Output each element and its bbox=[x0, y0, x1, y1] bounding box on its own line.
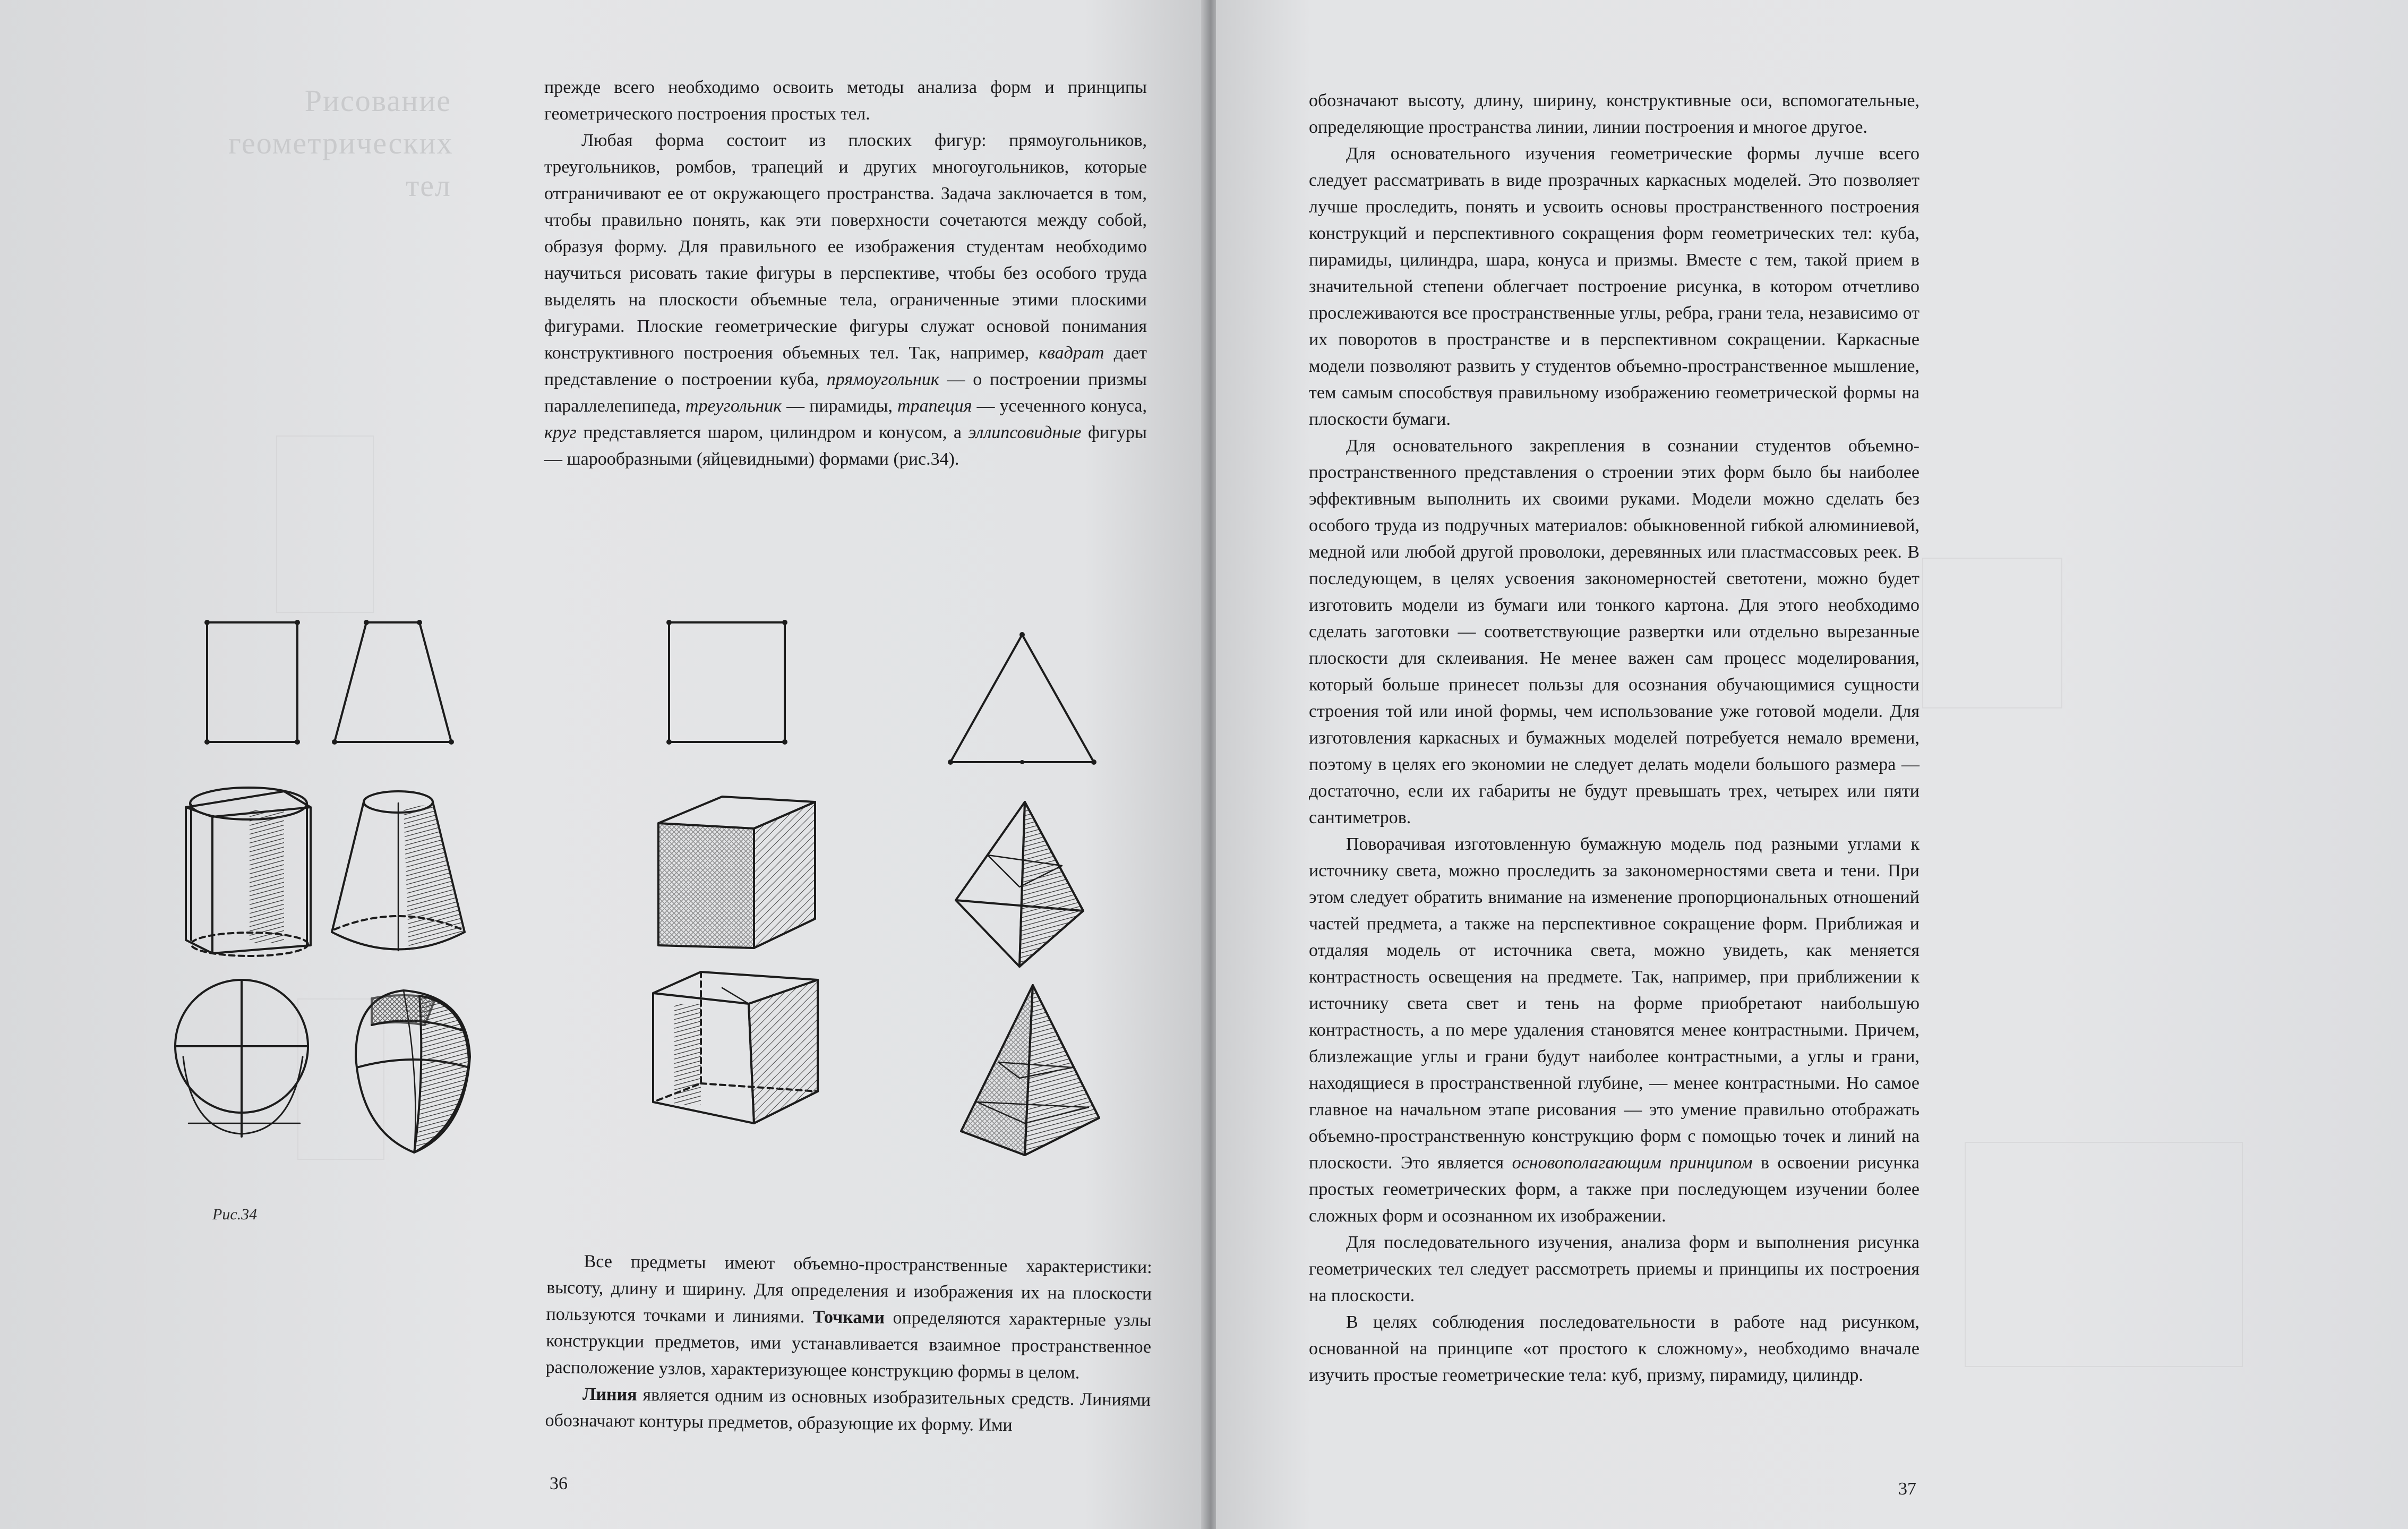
cylinder-in-prism bbox=[186, 788, 311, 956]
shaded-pyramid bbox=[961, 985, 1099, 1155]
paragraph: обозначают высоту, длину, ширину, конструктивные оси, вспомогательные, определяющие пространства линии, линии построения и многое другое. bbox=[1309, 91, 1919, 137]
ghost-figure-show-through bbox=[276, 435, 374, 613]
right-text bbox=[1309, 88, 1919, 1389]
pyramid-shape bbox=[956, 802, 1083, 967]
paragraph: прежде всего необходимо освоить методы анализа форм и принципы геометрического построения простых тел. bbox=[544, 78, 1147, 124]
right-page bbox=[1216, 0, 2408, 1529]
figure-caption: Рис.34 bbox=[212, 1206, 258, 1223]
ghost-title-show-through: Рисование геометрических тел bbox=[228, 83, 453, 203]
page-number-right: 37 bbox=[1898, 1479, 1916, 1499]
paragraph: Для основательного изучения геометрические формы лучше всего следует рассматривать в виде прозрачных каркасных моделей. Это позволяет лучше проследить, понять и усвоить основы пространственного построения конструкций и перспективного сокращения форм геометрических тел: куба, пирамиды, цилиндра, шара, конуса и призмы. Вместе с тем, такой прием в значительной степени облегчает построение рисунка, в котором отчетливо прослеживаются все пространственные углы, ребра, грани тела, независимо от их поворотов в пространстве и в перспективном сокращении. Каркасные модели позволяют развить у студентов объемно-пространственное мышление, тем самым способствуя правильному изображению геометрической формы на плоскости бумаги. bbox=[1309, 144, 1919, 429]
left-bottom-text bbox=[545, 1248, 1152, 1440]
paragraph: Для основательного закрепления в сознании студентов объемно-пространственного представления о строении этих форм было бы наиболее эффективным выполнить их своими руками. Модели можно сделать без особого труда из подручных материалов: обыкновенной гибкой алюминиевой, медной или любой другой проволоки, деревянных или пластмассовых реек. В последующем, в целях усвоения закономерностей светотени, можно будет изготовить модели из бумаги или тонкого картона. Для этого необходимо сделать заготовки — соответствующие развертки или отдельно вырезанные плоскости для склеивания. Не менее важен сам процесс моделирования, который больше принесет пользы для осознания обучающимися сущности строения той или иной формы, чем использование уже готовой модели. Для изготовления каркасных и бумажных моделей потребуется немало времени, поэтому в целях его экономии не следует делать модели большого размера — достаточно, если их габариты не будут превышать трех, четырех или пяти сантиметров. bbox=[1309, 436, 1919, 827]
structured-cube bbox=[653, 972, 818, 1123]
paragraph: Любая форма состоит из плоских фигур: прямоугольников, треугольников, ромбов, трапеций и других многоугольников, которые отграничивают ее от окружающего пространства. Задача заключается в том, чтобы правильно понять, как эти поверхности сочетаются между собой, образуя форму. Для правильного ее изображения студентам необходимо научиться рисовать такие фигуры в перспективе, чтобы без особого труда выделять на плоскости объемные тела, ограниченные этими плоскими фигурами. Плоские геометрические фигуры служат основой понимания конструктивного построения объемных тел. Так, например, квадрат дает представление о построении куба, прямоугольник — о построении призмы параллелепипеда, треугольник — пирамиды, трапеция — усеченного конуса, круг представляется шаром, цилиндром и конусом, а эллипсовидные фигуры — шарообразными (яйцевидными) формами (рис.34). bbox=[544, 131, 1147, 469]
frustum-shape bbox=[332, 791, 465, 951]
paragraph: Линия является одним из основных изобразительных средств. Линиями обозначают контуры предметов, образующие их форму. Ими bbox=[545, 1384, 1151, 1436]
page-number-left: 36 bbox=[550, 1474, 568, 1493]
rectangle-shape bbox=[207, 622, 297, 742]
figure-34-svg bbox=[170, 600, 1142, 1184]
paragraph: Поворачивая изготовленную бумажную модель под разными углами к источнику света, можно проследить за закономерностями света и тени. При этом следует обратить внимание на изменение пропорциональных отношений частей предмета, а также на перспективное сокращение форм. Приближая и отдаляя модель от источника света, можно увидеть, как меняется контрастность освещения на предмете. Так, например, при приближении к источнику света свет и тень на форме приобретают наибольшую контрастность, а по мере удаления становятся менее контрастными. Причем, близлежащие углы и грани будут наиболее контрастными, а углы и грани, находящиеся в пространственной глубине, — менее контрастными. Но самое главное на начальном этапе рисования — это умение правильно отображать объемно-пространственную конструкцию форм с помощью точек и линий на плоскости. Это является основополагающим принципом в освоении рисунка простых геометрических форм, а также при последующем изучении более сложных форм и осознанном их изображении. bbox=[1309, 834, 1919, 1226]
sphere-construction bbox=[175, 980, 308, 1137]
shaded-cube bbox=[658, 797, 815, 948]
ghost-figure-show-through bbox=[1965, 1142, 2243, 1367]
ghost-figure-show-through bbox=[1922, 558, 2062, 708]
egg-shape bbox=[356, 990, 470, 1152]
figure-34-drawings bbox=[170, 600, 1142, 1184]
triangle-shape bbox=[950, 635, 1094, 762]
paragraph: Для последовательного изучения, анализа форм и выполнения рисунка геометрических тел следует рассмотреть приемы и принципы их построения на плоскости. bbox=[1309, 1233, 1919, 1305]
paragraph: В целях соблюдения последовательности в работе над рисунком, основанной на принципе «от простого к сложному», необходимо вначале изучить простые геометрические тела: куб, призму, пирамиду, цилиндр. bbox=[1309, 1312, 1919, 1385]
trapezoid-shape bbox=[335, 622, 451, 742]
square-shape bbox=[669, 622, 785, 742]
left-top-text bbox=[544, 74, 1147, 473]
paragraph: Все предметы имеют объемно-пространственные характеристики: высоту, длину и ширину. Для определения и изображения их на плоскости пользуются точками и линиями. Точками определяются характерные узлы конструкции предметов, ими устанавливается взаимное пространственное расположение узлов, характеризующее конструкцию формы в целом. bbox=[545, 1251, 1152, 1383]
